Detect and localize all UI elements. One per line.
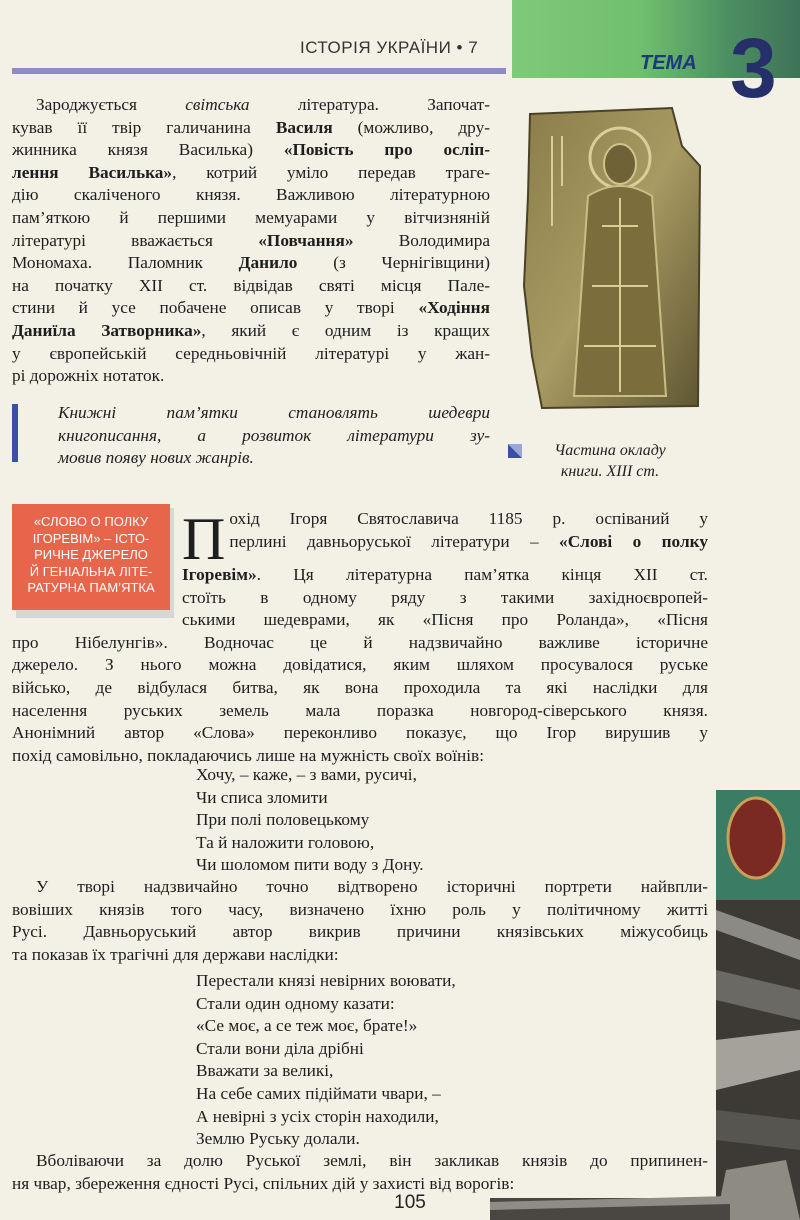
page-number: 105 [394,1192,426,1213]
note-line: Книжні пам’ятки становлять шедеври [58,403,490,422]
p3-line: У творі надзвичайно точно відтворено історичні портрети найвпли- [36,877,708,896]
header-rule [12,68,506,74]
p3-line: Русі. Давньоруський автор викрив причини князівських міжусобиць [12,922,708,942]
poem-line: Хочу, – каже, – з вами, русичі, [196,765,417,784]
book-cover-icon-image [522,106,704,410]
caption-line: Частина окладу [554,442,666,459]
p2-line: джерело. З нього можна довідатися, яким шляхом просувалося руське [12,655,708,675]
p1-line: на початку XII ст. відвідав святі місця Пале- [12,275,490,295]
sidebox-line: ІГОРЕВІМ» – ІСТО- [32,530,150,546]
running-header: ІСТОРІЯ УКРАЇНИ • 7 [300,38,479,57]
poem-excerpt-2 [196,970,456,1151]
p1-line: кував її твір галичанина Василя (можливо, дру- [12,117,490,137]
poem-line: Стали один одному казати: [196,993,395,1013]
p2-line: охід Ігоря Святославича 1185 р. оспіваний у [229,509,708,528]
poem-line: Землю Руську долали. [196,1129,360,1149]
paragraph-2 [12,508,708,767]
sidebox-line: РИЧНЕ ДЖЕРЕЛО [34,547,148,562]
poem-line: На себе самих підіймати чвари, – [196,1083,441,1103]
p1-line: Зароджується світська література. Започат- [36,95,490,114]
poem-line: «Се моє, а се теж моє, брате!» [196,1016,418,1036]
sidebox-line: «СЛОВО О ПОЛКУ [33,514,149,529]
tema-label: ТЕМА [640,52,697,74]
p2-line: ськими шедеврами, як «Пісня про Роланда», «Пісня [182,610,708,630]
p2-line: Анонімний автор «Слова» переконливо показує, що Ігор вирушив у [12,723,708,743]
p2-line: Ігоревім». Ця літературна пам’ятка кінця XII ст. [182,565,708,584]
p2-line: стоїть в одному ряду з такими західноєвропей- [182,587,708,607]
p1-line: рі дорожніх нотаток. [12,366,165,386]
poem-line: Чи шоломом пити воду з Дону. [196,855,424,875]
decorative-bottom-image [490,1192,730,1220]
p4-line: ня чвар, збереження єдності Русі, спільних дій у захисті від ворогів: [12,1173,515,1193]
tema-number: 3 [730,21,777,115]
p1-line: Даниїла Затворника», який є одним із кращих [12,320,491,340]
paragraph-3 [12,876,708,966]
p3-line: та показав їх трагічні для держави наслідки: [12,944,339,964]
paragraph-1 [12,94,490,388]
sidebox-line: Й ГЕНІАЛЬНА ЛІТЕ- [29,563,153,579]
p3-line: вовіших князів того часу, визначено їхню роль у політичному житті [12,899,708,919]
poem-line: Перестали князі невірних воювати, [196,971,456,990]
poem-line: Чи списа зломити [196,787,328,807]
p1-line: лення Василька», котрий уміло передав траге- [12,162,490,182]
p2-line: похід самовільно, покладаючись лише на мужність своїх воїнів: [12,745,485,765]
p2-line: про Нібелунгів». Водночас це й надзвичайно важливе історичне [12,632,708,652]
note-accent-bar [12,404,18,462]
p1-line: Мономаха. Паломник Данило (з Чернігівщини) [12,253,490,273]
note-line: мовив появу нових жанрів. [58,448,254,468]
p2-line: військо, де відбулася битва, як вона проходила та які наслідки для [12,677,708,697]
poem-line: Вважати за великі, [196,1061,334,1081]
p4-line: Вболіваючи за долю Руської землі, він закликав князів до припинен- [36,1151,708,1170]
caption-line: книги. XIII ст. [560,463,660,480]
drop-cap: П [182,506,226,572]
key-note [58,402,490,470]
poem-line: При полі половецькому [196,810,370,830]
sidebox-line: РАТУРНА ПАМ’ЯТКА [27,580,155,595]
p1-line: у європейській середньовічній літературі у жан- [12,343,490,363]
p2-line: перлині давньоруської літератури – «Слові о полку [229,531,709,551]
decorative-collage-image [716,790,800,1220]
p1-line: стини й усе побачене описав у творі «Ходіння [12,298,490,318]
p1-line: жинника князя Василька) «Повість про осліп- [12,140,490,160]
p2-line: населення руських земель мала поразка новгород-сіверського князя. [12,700,708,720]
poem-excerpt-1 [196,764,424,877]
image-caption [530,440,690,482]
poem-line: А невірні з усіх сторін находили, [196,1106,439,1126]
p1-line: літературі вважається «Повчання» Володимира [12,230,490,250]
poem-line: Та й наложити головою, [196,832,375,852]
paragraph-4 [12,1150,708,1195]
p1-line: пам’яткою й першими мемуарами у вітчизняній [12,207,490,227]
poem-line: Стали вони діла дрібні [196,1038,364,1058]
note-line: книгописання, а розвиток літератури зу- [58,425,490,445]
caption-marker-icon [508,444,522,458]
p1-line: дію скаліченого князя. Важливою літературною [12,185,490,205]
